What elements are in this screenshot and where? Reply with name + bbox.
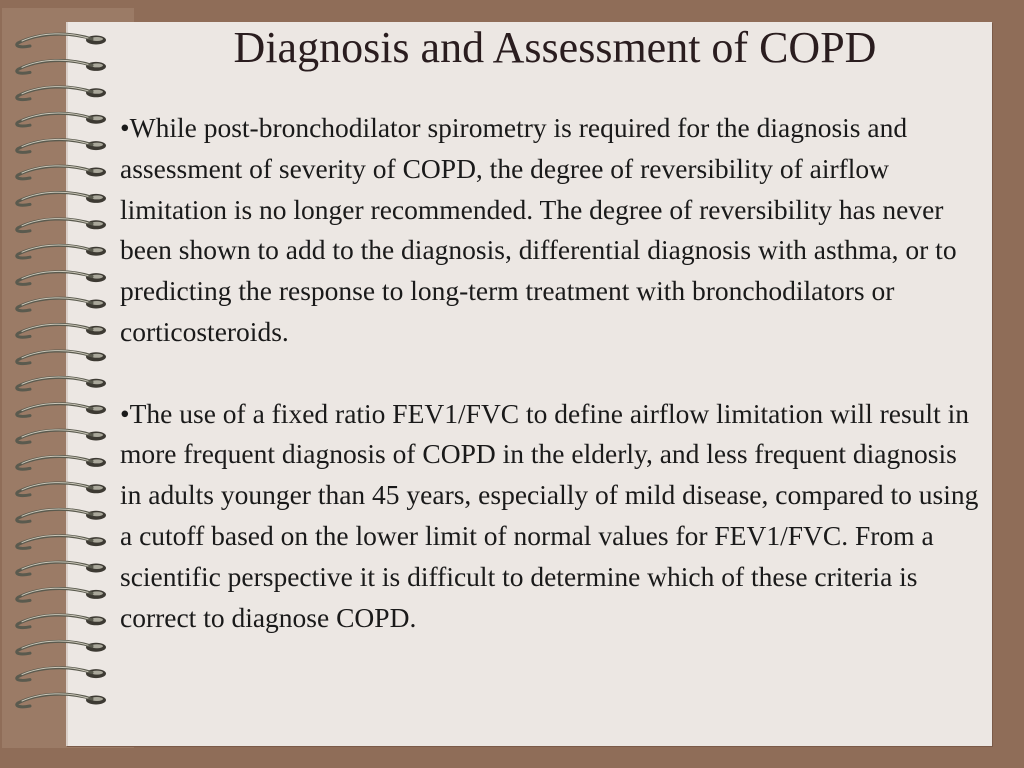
binding-ring xyxy=(17,351,106,364)
bullet-paragraph: •The use of a fixed ratio FEV1/FVC to define airflow limitation will result in more frequent diagnosis of COPD in the elderly, and less frequent diagnosis in adults younger than 45 years, especially of mild disease, compared to using a cutoff based on the lower limit of normal values for FEV1/FVC. From a scientific perspective it is difficult to determine which of these criteria is correct to diagnose COPD. xyxy=(120,397,979,633)
binding-ring xyxy=(17,509,106,522)
binding-ring xyxy=(17,219,106,232)
binding-ring xyxy=(17,192,106,205)
binding-ring xyxy=(17,456,106,469)
binding-ring xyxy=(17,139,106,152)
binding-ring xyxy=(17,166,106,179)
binding-ring xyxy=(17,377,106,390)
spiral-binding-rings-icon xyxy=(0,0,120,768)
binding-ring xyxy=(17,562,106,575)
binding-ring xyxy=(17,483,106,496)
slide-title: Diagnosis and Assessment of COPD xyxy=(233,23,877,72)
binding-ring xyxy=(17,694,106,707)
binding-ring xyxy=(17,113,106,126)
binding-ring xyxy=(17,641,106,654)
binding-ring xyxy=(17,60,106,73)
slide-body xyxy=(120,108,982,638)
bullet-paragraph: •While post-bronchodilator spirometry is required for the diagnosis and assessment of severity of COPD, the degree of reversibility of airflow limitation is no longer recommended. The degree of reversibility has never been shown to add to the diagnosis, differential diagnosis with asthma, or to predicting the response to long-term treatment with bronchodilators or corticosteroids. xyxy=(120,112,957,347)
binding-ring xyxy=(17,667,106,680)
binding-ring xyxy=(17,588,106,601)
binding-ring xyxy=(17,34,106,47)
binding-ring xyxy=(17,324,106,337)
binding-ring xyxy=(17,245,106,258)
binding-ring xyxy=(17,430,106,443)
binding-ring xyxy=(17,298,106,311)
binding-ring xyxy=(17,87,106,100)
binding-ring xyxy=(17,403,106,416)
binding-ring xyxy=(17,271,106,284)
binding-ring xyxy=(17,535,106,548)
binding-ring xyxy=(17,615,106,628)
